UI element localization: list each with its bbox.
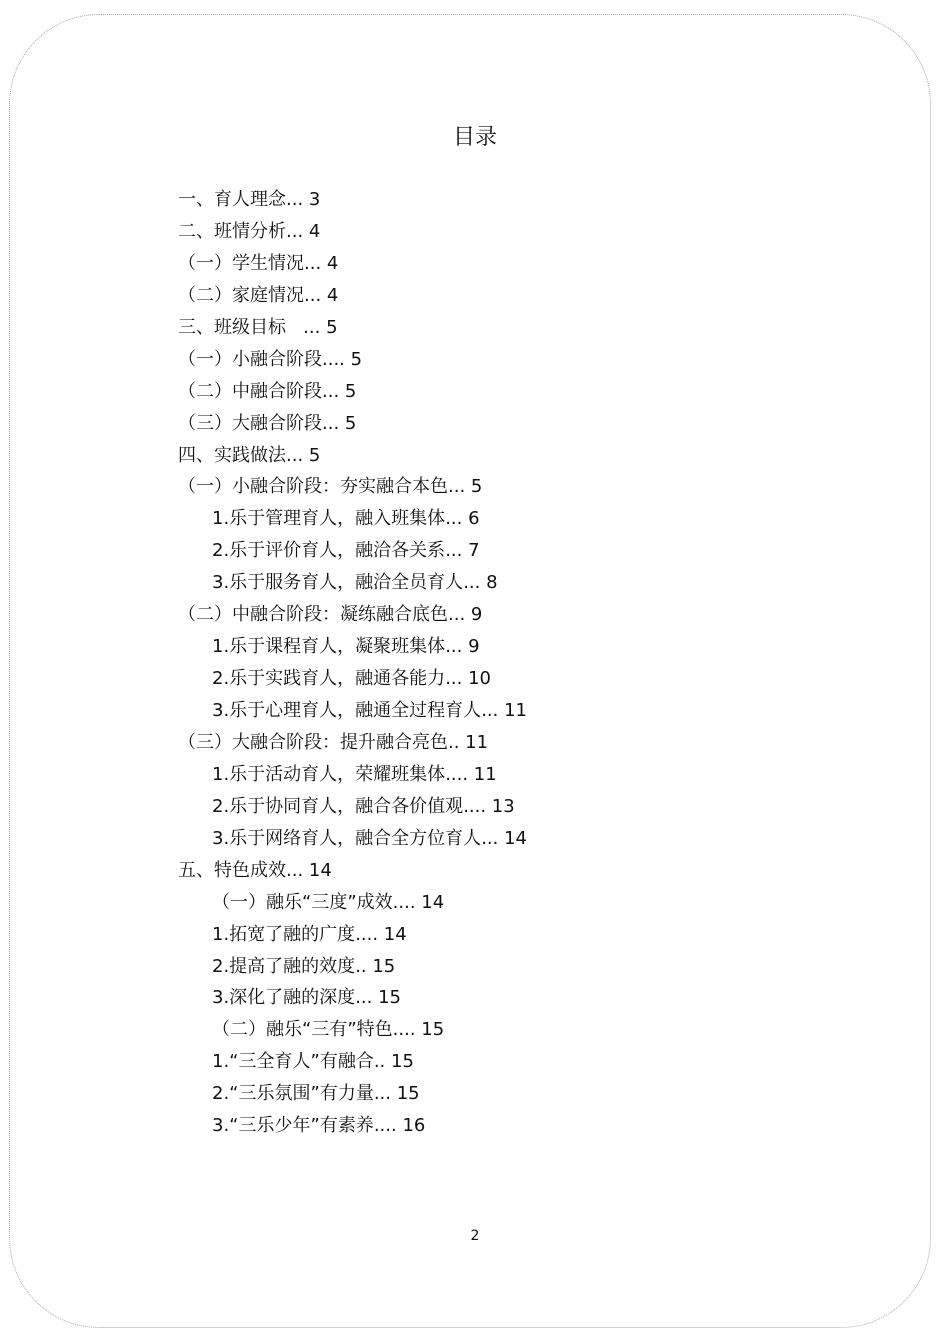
toc-entry-leader: ...	[448, 604, 471, 626]
toc-entry[interactable]	[178, 408, 798, 440]
toc-entry-label: 3.“三乐少年”有素养	[212, 1115, 374, 1137]
toc-entry-leader: ...	[286, 316, 327, 338]
toc-entry[interactable]	[178, 312, 798, 344]
toc-entry-leader: ...	[286, 859, 309, 881]
toc-entry-page: 7	[468, 540, 480, 562]
toc-entry-label: （一）融乐“三度”成效	[212, 891, 393, 913]
toc-entry-label: 1.乐于活动育人，荣耀班集体	[212, 763, 446, 785]
table-of-contents	[178, 184, 798, 1142]
toc-entry-leader: ...	[463, 572, 487, 594]
toc-entry[interactable]	[178, 599, 798, 631]
toc-entry-label: 3.乐于服务育人，融洽全员育人	[212, 572, 464, 594]
toc-entry-label: 五、特色成效	[178, 859, 286, 881]
toc-entry-page: 9	[468, 636, 480, 658]
toc-entry[interactable]	[178, 535, 798, 567]
toc-entry[interactable]	[178, 823, 798, 855]
toc-entry-label: （三）大融合阶段：提升融合亮色	[178, 731, 448, 753]
toc-entry-leader: ..	[373, 1051, 391, 1073]
toc-entry[interactable]	[178, 982, 798, 1014]
toc-entry-page: 5	[344, 412, 357, 434]
toc-entry-page: 5	[350, 348, 363, 370]
toc-entry[interactable]	[178, 663, 798, 695]
toc-entry-leader: ....	[392, 1019, 422, 1041]
toc-entry-leader: ..	[448, 731, 466, 753]
toc-entry-label: 二、班情分析	[178, 220, 286, 242]
toc-entry-page: 14	[383, 923, 407, 945]
toc-entry[interactable]	[178, 791, 798, 823]
toc-entry-page: 11	[465, 731, 489, 753]
toc-entry-label: 四、实践做法	[178, 444, 286, 466]
toc-entry-leader: ....	[463, 795, 492, 817]
toc-entry[interactable]	[178, 344, 798, 376]
toc-entry-label: 1.“三全育人”有融合	[212, 1051, 374, 1073]
toc-entry[interactable]	[178, 503, 798, 535]
page-number: 2	[470, 1228, 480, 1244]
toc-entry-label: （一）小融合阶段：夯实融合本色	[178, 476, 448, 498]
toc-entry-leader: ...	[445, 636, 469, 658]
toc-entry[interactable]	[178, 1110, 798, 1142]
toc-entry-leader: ...	[304, 252, 327, 274]
toc-entry-label: （一）学生情况	[178, 252, 304, 274]
toc-entry[interactable]	[178, 440, 798, 472]
toc-entry-leader: ...	[445, 540, 469, 562]
toc-entry-leader: ...	[286, 444, 309, 466]
toc-entry[interactable]	[178, 727, 798, 759]
toc-entry-page: 9	[470, 604, 483, 626]
toc-entry[interactable]	[178, 1078, 798, 1110]
toc-entry[interactable]	[178, 631, 798, 663]
toc-entry-page: 11	[473, 763, 497, 785]
toc-entry-page: 15	[396, 1083, 420, 1105]
toc-entry-label: 2.乐于评价育人，融洽各关系	[212, 540, 446, 562]
toc-entry-page: 4	[326, 252, 339, 274]
toc-entry-leader: ....	[445, 763, 474, 785]
toc-entry-page: 14	[504, 827, 527, 849]
toc-entry-page: 15	[378, 987, 401, 1009]
toc-entry-page: 15	[372, 955, 396, 977]
toc-entry[interactable]	[178, 855, 798, 887]
toc-entry-page: 4	[308, 220, 321, 242]
toc-entry-leader: ...	[322, 380, 345, 402]
toc-entry-page: 11	[504, 700, 527, 721]
toc-entry-leader: ....	[355, 923, 384, 945]
toc-entry-page: 4	[326, 284, 339, 306]
toc-entry-page: 16	[402, 1115, 426, 1137]
toc-entry-leader: ...	[355, 987, 379, 1009]
toc-entry-label: 3.乐于网络育人，融合全方位育人	[212, 827, 482, 849]
toc-entry-page: 15	[421, 1019, 445, 1041]
toc-entry-leader: ....	[373, 1115, 403, 1137]
toc-entry-label: （一）小融合阶段	[178, 348, 322, 370]
toc-entry[interactable]	[178, 280, 798, 312]
toc-entry-leader: ...	[373, 1083, 397, 1105]
toc-entry-leader: ...	[481, 827, 505, 849]
toc-entry-leader: ...	[286, 189, 309, 210]
toc-entry-leader: ...	[445, 668, 469, 690]
toc-entry-label: 2.乐于实践育人，融通各能力	[212, 668, 446, 690]
toc-entry-page: 13	[491, 795, 515, 817]
toc-entry-leader: ...	[286, 220, 309, 242]
toc-entry-label: 1.拓宽了融的广度	[212, 923, 356, 945]
toc-entry-label: （二）家庭情况	[178, 284, 304, 306]
toc-entry[interactable]	[178, 919, 798, 951]
toc-entry-page: 5	[470, 476, 483, 498]
toc-entry-page: 3	[308, 189, 321, 210]
toc-entry-label: 2.提高了融的效度	[212, 955, 356, 977]
toc-entry[interactable]	[178, 695, 798, 727]
toc-entry[interactable]	[178, 567, 798, 599]
toc-title: 目录	[452, 125, 497, 150]
toc-entry-label: 2.“三乐氛围”有力量	[212, 1083, 374, 1105]
toc-entry-leader: ...	[304, 284, 327, 306]
toc-entry[interactable]	[178, 1014, 798, 1046]
toc-entry-page: 6	[468, 508, 480, 530]
toc-entry-label: （二）中融合阶段：凝练融合底色	[178, 604, 448, 626]
toc-entry-leader: ....	[392, 891, 422, 913]
toc-entry-label: 3.乐于心理育人，融通全过程育人	[212, 700, 482, 721]
toc-entry-label: 3.深化了融的深度	[212, 987, 356, 1009]
toc-entry-page: 5	[344, 380, 357, 402]
toc-entry-page: 14	[421, 891, 445, 913]
toc-entry-label: （三）大融合阶段	[178, 412, 322, 434]
toc-entry-label: 2.乐于协同育人，融合各价值观	[212, 795, 464, 817]
toc-entry[interactable]	[178, 216, 798, 248]
toc-entry-page: 14	[308, 859, 332, 881]
toc-entry[interactable]	[178, 951, 798, 983]
toc-entry-leader: ..	[355, 955, 373, 977]
toc-entry-leader: ...	[322, 412, 345, 434]
toc-entry-label: 1.乐于管理育人，融入班集体	[212, 508, 446, 530]
toc-entry-page: 5	[326, 316, 338, 338]
toc-entry-page: 10	[468, 668, 491, 690]
toc-entry-label: （二）融乐“三有”特色	[212, 1019, 393, 1041]
toc-entry-label: （二）中融合阶段	[178, 380, 322, 402]
toc-entry-label: 一、育人理念	[178, 189, 286, 210]
toc-entry-label: 1.乐于课程育人，凝聚班集体	[212, 636, 446, 658]
toc-entry-leader: ....	[322, 348, 351, 370]
toc-entry-leader: ...	[445, 508, 469, 530]
toc-entry-page: 15	[391, 1051, 414, 1073]
toc-entry[interactable]	[178, 759, 798, 791]
toc-entry-label: 三、班级目标	[178, 316, 286, 338]
toc-entry[interactable]	[178, 184, 798, 216]
toc-entry-leader: ...	[481, 700, 505, 721]
toc-entry[interactable]	[178, 248, 798, 280]
toc-entry[interactable]	[178, 1046, 798, 1078]
toc-entry[interactable]	[178, 376, 798, 408]
toc-entry[interactable]	[178, 471, 798, 503]
toc-entry-page: 5	[308, 444, 321, 466]
toc-entry-leader: ...	[448, 476, 471, 498]
toc-entry-page: 8	[486, 572, 498, 594]
toc-entry[interactable]	[178, 887, 798, 919]
